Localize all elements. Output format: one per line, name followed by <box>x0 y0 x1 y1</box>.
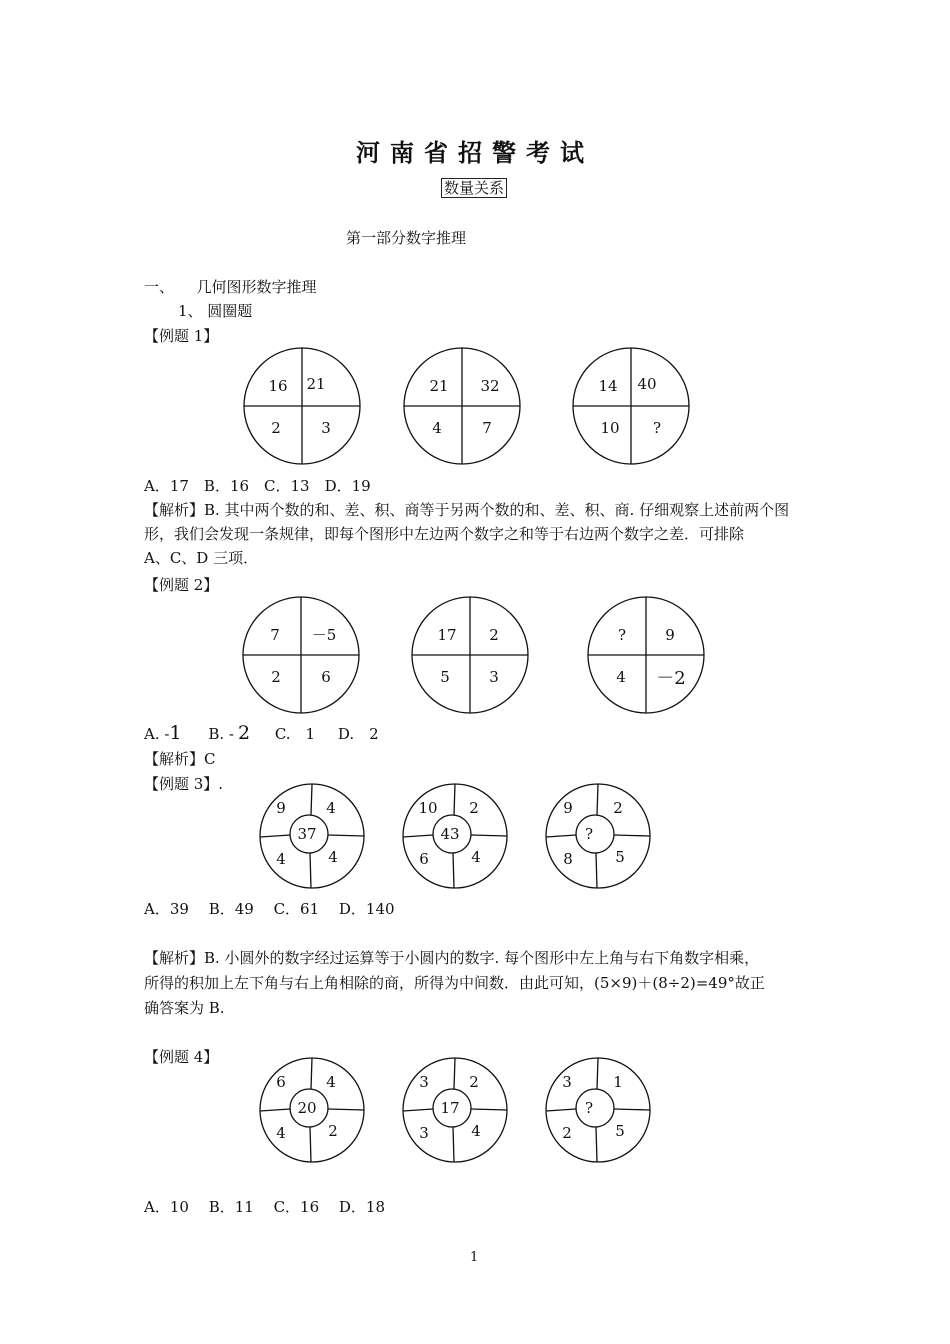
cell-top-right: 2 <box>469 799 479 817</box>
example-1-analysis-line-3: A、C、D 三项． <box>144 549 259 567</box>
cell-bottom-left: 4 <box>276 850 286 868</box>
cell-bottom-right: 4 <box>471 848 481 866</box>
example-3-options: A．39 B．49 C．61 D．140 <box>144 900 395 918</box>
cell-bottom-right: 5 <box>615 1122 625 1140</box>
cell-top-left: 9 <box>276 799 286 817</box>
cell-top-right: 2 <box>613 799 623 817</box>
example-1-circle-2 <box>404 348 520 464</box>
subsection-heading: 1、 圆圈题 <box>178 302 253 320</box>
cell-top-left: 21 <box>429 377 449 395</box>
cell-top-left: 3 <box>419 1073 429 1091</box>
option-b-prefix: B. - <box>208 725 234 743</box>
cell-top-right: 9 <box>665 626 675 644</box>
example-1-options: A．17 B．16 C．13 D．19 <box>144 477 371 495</box>
cell-top-right: 21 <box>306 375 326 393</box>
example-1-analysis-line-1: 【解析】B. 其中两个数的和、差、积、商等于另两个数的和、差、积、商. 仔细观察上述前两个图 <box>144 501 790 519</box>
cell-bottom-left: 3 <box>419 1124 429 1142</box>
subtitle-box: 数量关系 <box>441 178 507 198</box>
cell-bottom-right: 5 <box>615 848 625 866</box>
example-3-circle-1 <box>260 784 364 888</box>
cell-top-left: 10 <box>418 799 438 817</box>
cell-top-right: －5 <box>311 626 337 644</box>
cell-top-right: 1 <box>613 1073 623 1091</box>
cell-bottom-right: 3 <box>489 668 499 686</box>
cell-bottom-left: 10 <box>600 419 620 437</box>
option-a-prefix: A. - <box>144 725 170 743</box>
example-3-analysis-line-3: 确答案为 B. <box>144 999 225 1017</box>
cell-bottom-left: 8 <box>563 850 573 868</box>
option-b-value: 2 <box>237 722 251 744</box>
cell-bottom-left: 2 <box>562 1124 572 1142</box>
cell-bottom-left: 4 <box>432 419 442 437</box>
example-2-circle-3 <box>588 597 704 713</box>
part-heading: 第一部分数字推理 <box>346 229 467 247</box>
cell-bottom-right: 6 <box>321 668 331 686</box>
document-title: 河南省招警考试 <box>356 139 594 167</box>
example-4-label: 【例题 4】 <box>144 1048 219 1066</box>
example-4-options: A．10 B．11 C．16 D．18 <box>144 1198 386 1216</box>
cell-bottom-left: 6 <box>419 850 429 868</box>
center-value: ? <box>584 1099 594 1117</box>
example-2-label: 【例题 2】 <box>144 576 219 594</box>
example-3-analysis-line-2: 所得的积加上左下角与右上角相除的商，所得为中间数．由此可知，(5×9)＋(8÷2)=49°故正 <box>144 974 765 992</box>
cell-bottom-right: －2 <box>656 668 686 689</box>
cell-top-right: 32 <box>480 377 500 395</box>
cell-bottom-right: 3 <box>321 419 331 437</box>
example-4-circle-2 <box>403 1058 507 1162</box>
cell-top-left: 16 <box>268 377 288 395</box>
option-a-value: 1 <box>169 722 182 744</box>
example-3-circle-3 <box>546 784 650 888</box>
cell-top-left: 17 <box>437 626 457 644</box>
option-c: C. 1 <box>274 725 316 743</box>
cell-top-right: 40 <box>637 375 657 393</box>
center-value: 20 <box>297 1099 317 1117</box>
example-1-circle-3 <box>573 348 689 464</box>
center-value: 17 <box>440 1099 460 1117</box>
cell-bottom-left: 4 <box>276 1124 286 1142</box>
example-3-label: 【例题 3】. <box>144 775 224 793</box>
section-heading: 一、 几何图形数字推理 <box>144 278 317 296</box>
example-2-analysis: 【解析】C <box>144 750 216 768</box>
cell-bottom-right: 7 <box>482 419 492 437</box>
cell-top-left: 7 <box>270 626 280 644</box>
example-2-circle-1 <box>243 597 359 713</box>
cell-top-left: 9 <box>563 799 573 817</box>
cell-bottom-left: 2 <box>271 668 281 686</box>
cell-bottom-right: 2 <box>328 1122 338 1140</box>
cell-bottom-left: 5 <box>440 668 450 686</box>
cell-top-left: 14 <box>598 377 618 395</box>
example-4-circle-3 <box>546 1058 650 1162</box>
example-1-label: 【例题 1】 <box>144 327 219 345</box>
cell-bottom-left: 4 <box>616 668 626 686</box>
cell-top-left: 3 <box>562 1073 572 1091</box>
page-number: 1 <box>470 1250 479 1265</box>
cell-bottom-right: 4 <box>471 1122 481 1140</box>
cell-bottom-right: ? <box>652 419 662 437</box>
example-3-analysis-line-1: 【解析】B. 小圆外的数字经过运算等于小圆内的数字. 每个图形中左上角与右下角数字相乘， <box>144 949 760 967</box>
example-1-analysis-line-2: 形，我们会发现一条规律，即每个图形中左边两个数字之和等于右边两个数字之差．可排除 <box>144 525 745 543</box>
cell-top-right: 4 <box>326 1073 336 1091</box>
example-4-circle-1 <box>260 1058 364 1162</box>
option-d: D. 2 <box>337 725 379 743</box>
center-value: ? <box>584 825 594 843</box>
cell-bottom-left: 2 <box>271 419 281 437</box>
cell-top-left: 6 <box>276 1073 286 1091</box>
cell-top-right: 4 <box>326 799 336 817</box>
cell-top-right: 2 <box>469 1073 479 1091</box>
cell-bottom-right: 4 <box>328 848 338 866</box>
example-3-circle-2 <box>403 784 507 888</box>
cell-top-right: 2 <box>489 626 499 644</box>
center-value: 37 <box>297 825 317 843</box>
cell-top-left: ? <box>617 626 627 644</box>
example-1-circle-1 <box>244 348 360 464</box>
center-value: 43 <box>440 825 460 843</box>
example-2-circle-2 <box>412 597 528 713</box>
